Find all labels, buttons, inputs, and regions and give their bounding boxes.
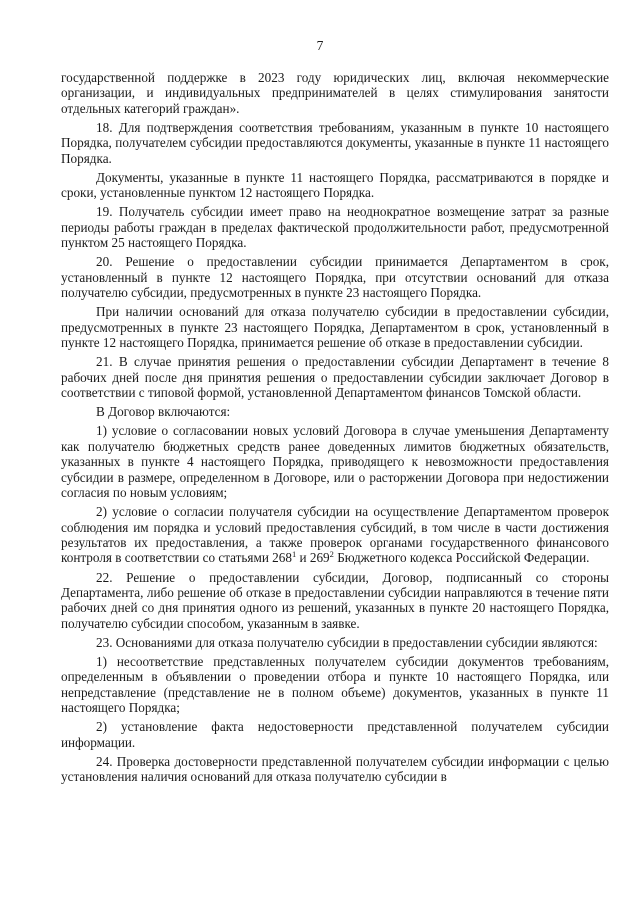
superscript-article-269: 2	[329, 549, 334, 560]
paragraph-19: 19. Получатель субсидии имеет право на неоднократное возмещение затрат за разные периоды работы граждан в пределах фактической продолжительности работ, предусмотренной пунктом 25 настоящего Порядка.	[61, 204, 609, 251]
item-2-text-start: 2) условие о согласии получателя субсидии на осуществление Департаментом проверок соблюдения им порядка и условий предоставления субсидий, в том числе в части достижения результатов их предоставления, а также проверок органами государственного финансового контроля в соответствии со статьями 268	[61, 504, 609, 566]
paragraph-23: 23. Основаниями для отказа получателю субсидии в предоставлении субсидии являются:	[96, 634, 598, 650]
paragraph-23-item-1: 1) несоответствие представленных получателем субсидии документов требованиям, определенным в объявлении о проведении отбора и пункте 10 настоящего Порядка, или непредставление (представление не в полном объеме) документов, указанных в пункте 11 настоящего Порядка;	[61, 653, 609, 716]
paragraph-23-item-2: 2) установление факта недостоверности представленной получателем субсидии информации.	[61, 719, 609, 750]
item-2-text-end: Бюджетного кодекса Российской Федерации.	[333, 550, 590, 566]
paragraph-20-refusal: При наличии оснований для отказа получателю субсидии в предоставлении субсидии, предусмотренных в пункте 23 настоящего Порядка, Департаментом в срок, установленный в пункте 12 настоящего Порядка, принимается решение об отказе в предоставлении субсидии.	[61, 304, 609, 351]
paragraph-20: 20. Решение о предоставлении субсидии принимается Департаментом в срок, установленный в пункте 12 настоящего Порядка, при отсутствии оснований для отказа получателю субсидии, предусмотренных в пункте 23 настоящего Порядка.	[61, 254, 609, 301]
paragraph-21-item-1: 1) условие о согласовании новых условий Договора в случае уменьшения Департаменту как получателю бюджетных средств ранее доведенных лимитов бюджетных обязательств, указанных в пункте 4 настоящего Порядка, приводящего к невозможности предоставления субсидии в размере, определенном в Договоре, или о расторжении Договора при недостижении согласия по новым условиям;	[61, 423, 609, 501]
paragraph-22: 22. Решение о предоставлении субсидии, Договор, подписанный со стороны Департамента, либо решение об отказе в предоставлении субсидии направляются в течение пяти рабочих дней со дня принятия одного из решений, указанных в пункте 20 настоящего Порядка, получателю субсидии способом, указанным в заявке.	[61, 569, 609, 631]
item-2-text-middle: и 269	[296, 550, 330, 566]
paragraph-21-contract-intro: В Договор включаются:	[96, 404, 231, 420]
paragraph-21-item-2	[61, 504, 609, 566]
superscript-article-268: 1	[291, 549, 297, 560]
paragraph-18: 18. Для подтверждения соответствия требованиям, указанным в пункте 10 настоящего Порядка, получателем субсидии предоставляются документы, указанные в пункте 11 настоящего Порядка.	[61, 119, 609, 166]
document-body	[61, 70, 609, 785]
paragraph-18-documents: Документы, указанные в пункте 11 настоящего Порядка, рассматриваются в порядке и сроки, установленные пунктом 12 настоящего Порядка.	[61, 169, 609, 201]
paragraph-24: 24. Проверка достоверности представленной получателем субсидии информации с целью установления наличия оснований для отказа получателю субсидии в	[61, 753, 609, 785]
page-number: 7	[316, 38, 324, 53]
paragraph-continuation: государственной поддержке в 2023 году юридических лиц, включая некоммерческие организации, и индивидуальных предпринимателей в целях стимулирования занятости отдельных категорий граждан».	[61, 70, 609, 116]
paragraph-21: 21. В случае принятия решения о предоставлении субсидии Департамент в течение 8 рабочих дней после дня принятия решения о предоставлении субсидии заключает Договор в соответствии с типовой формой, установленной Департаментом финансов Томской области.	[61, 354, 609, 401]
